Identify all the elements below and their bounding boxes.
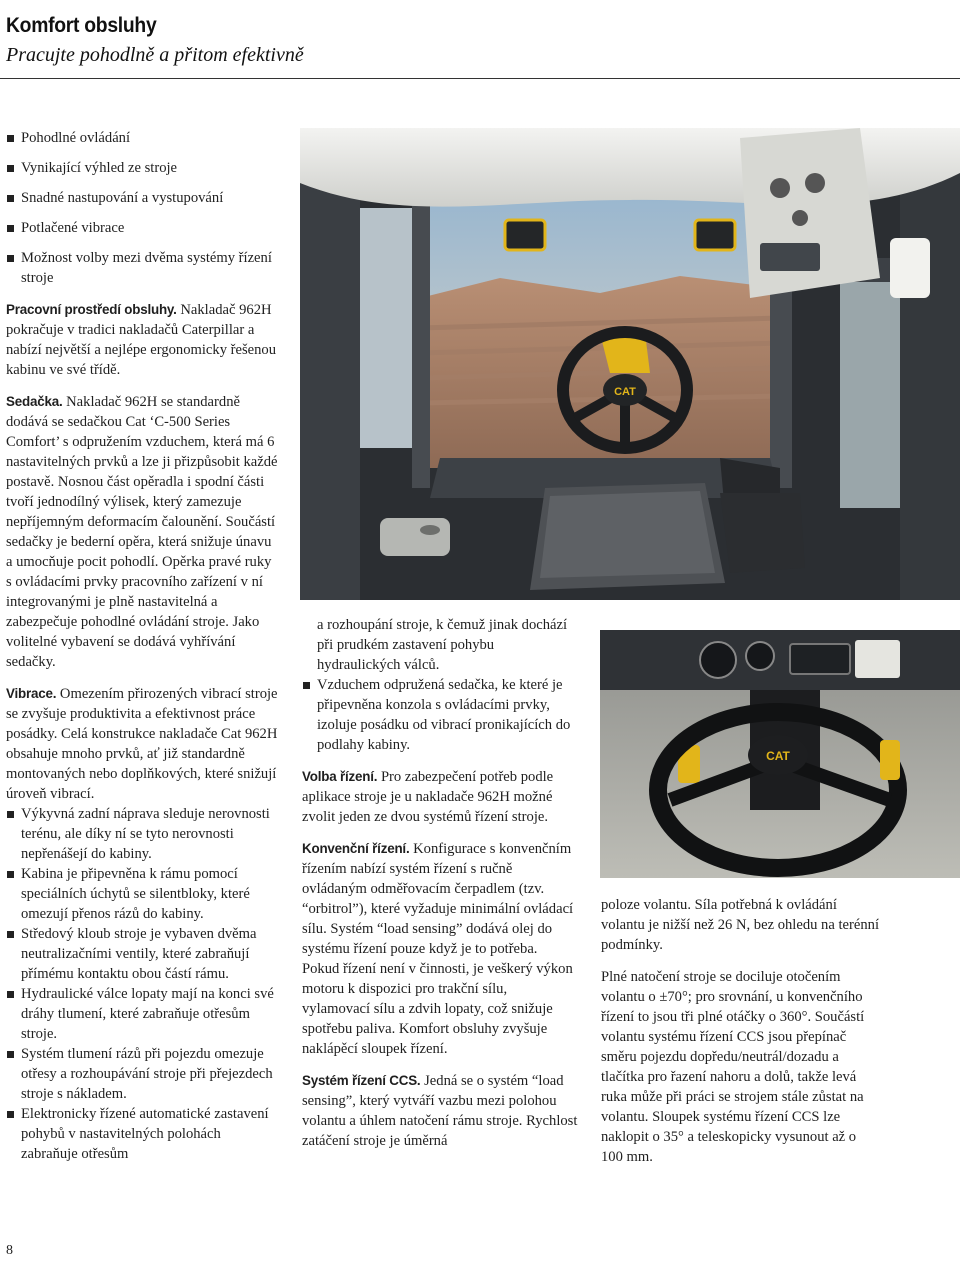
paragraph-vibration-continued: a rozhoupání stroje, k čemuž jinak dochází při prudkém zastavení pohybu hydraulických válců. xyxy=(317,617,568,673)
page-subtitle: Pracujte pohodlně a přitom efektivně xyxy=(6,44,304,66)
list-item: Hydraulické válce lopaty mají na konci své dráhy tlumení, které zabraňuje otřesům stroje. xyxy=(6,984,278,1044)
lead-heading: Pracovní prostředí obsluhy. xyxy=(6,302,177,317)
page-title: Komfort obsluhy xyxy=(6,14,157,37)
intro-bullet-list xyxy=(6,128,278,288)
list-item: Elektronicky řízené automatické zastavení pohybů v nastavitelných polohách zabraňuje otřesům xyxy=(6,1104,278,1164)
paragraph-ccs-continued: poloze volantu. Síla potřebná k ovládání volantu je nižší než 26 N, bez ohledu na terénní podmínky. xyxy=(601,897,880,953)
header-rule xyxy=(0,78,960,79)
paragraph-seat xyxy=(6,392,278,672)
cab-interior-photo xyxy=(300,128,960,600)
lead-heading: Systém řízení CCS. xyxy=(302,1073,421,1088)
list-item: Výkyvná zadní náprava sleduje nerovnosti terénu, ale díky ní se tyto nerovnosti nepřenášejí do kabiny. xyxy=(6,804,278,864)
ccs-steering-wheel-photo xyxy=(600,630,960,878)
paragraph-text: Pro zabezpečení potřeb podle aplikace stroje je u nakladače 962H možné zvolit jeden ze dvou systémů řízení stroje. xyxy=(302,769,554,825)
paragraph-ccs-rotation: Plné natočení stroje se dociluje otočením volantu o ±70°; pro srovnání, u konvenčního řízení to jsou tři plné otáčky o 360°. Součástí volantu systému řízení CCS jsou přepínač směru pojezdu dopředu/neutrál/dozadu a tlačítka pro řazení nahoru a dolů, takže levá ruka může při práci se strojem stále zůstat na volantu. Sloupek systému řízení CCS lze naklopit o 35° a teleskopicky vysunout až o 100 mm. xyxy=(601,969,865,1165)
lead-heading: Volba řízení. xyxy=(302,769,378,784)
paragraph-text: Nakladač 962H pokračuje v tradici nakladačů Caterpillar a nabízí největší a nejlépe ergonomicky řešenou kabinu ve své třídě. xyxy=(6,302,277,378)
paragraph-vibration xyxy=(6,684,278,804)
list-item: Pohodlné ovládání xyxy=(6,128,278,148)
paragraph-text: Omezením přirozených vibrací stroje se zvyšuje produktivita a efektivnost práce posádky. Celá konstrukce nakladače Cat 962H obsahuje mnoho prvků, ať již standardně montovaných nebo doplňkových, které snižují úroveň vibrací. xyxy=(6,686,278,802)
center-column xyxy=(302,615,578,1163)
list-item: Vzduchem odpružená sedačka, ke které je připevněna konzola s ovládacími prvky, izoluje posádku od vibrací pronikajících do podlahy kabiny. xyxy=(302,675,578,755)
lead-heading: Konvenční řízení. xyxy=(302,841,410,856)
paragraph-ccs xyxy=(302,1071,578,1151)
seat-bullet-list xyxy=(302,675,578,755)
wheel-cat-logo: CAT xyxy=(766,749,790,763)
paragraph-conventional xyxy=(302,839,578,1059)
lead-heading: Vibrace. xyxy=(6,686,57,701)
paragraph-text: Konfigurace s konvenčním řízením nabízí systém řízení s ručně ovládaným odměřovacím čerpadlem (tzv. “orbitrol”), které vyžaduje minimální ovládací sílu. Systém “load sensing” dodává olej do systému řízení pouze když je to potřeba. Pokud řízení není v činnosti, je veškerý výkon motoru k dispozici pro trakční sílu, vylamovací sílu a zdvih lopaty, což snižuje spotřebu paliva. Komfort obsluhy zvyšuje naklápěcí sloupek řízení. xyxy=(302,841,574,1057)
paragraph-steering-choice xyxy=(302,767,578,827)
list-item: Potlačené vibrace xyxy=(6,218,278,238)
list-item: Vynikající výhled ze stroje xyxy=(6,158,278,178)
paragraph-text: Jedná se o systém “load sensing”, který vytváří vazbu mezi polohou volantu a úhlem natočení rámu stroje. Rychlost zatáčení stroje je úměrná xyxy=(302,1073,578,1149)
lead-heading: Sedačka. xyxy=(6,394,63,409)
list-item: Systém tlumení rázů při pojezdu omezuje otřesy a rozhoupávání stroje při přejezdech stroje s nákladem. xyxy=(6,1044,278,1104)
list-item: Snadné nastupování a vystupování xyxy=(6,188,278,208)
list-item: Středový kloub stroje je vybaven dvěma neutralizačními ventily, které zabraňují přímému kontaktu obou částí rámu. xyxy=(6,924,278,984)
page-number: 8 xyxy=(6,1243,13,1258)
paragraph-environment xyxy=(6,300,278,380)
vibration-bullet-list xyxy=(6,804,278,1164)
right-column xyxy=(601,895,881,1179)
left-column xyxy=(6,128,278,1176)
list-item: Kabina je připevněna k rámu pomocí speciálních úchytů se silentbloky, které omezují přenos rázů do kabiny. xyxy=(6,864,278,924)
cab-cat-logo: CAT xyxy=(614,386,636,398)
list-item: Možnost volby mezi dvěma systémy řízení stroje xyxy=(6,248,278,288)
paragraph-text: Nakladač 962H se standardně dodává se sedačkou Cat ‘C-500 Series Comfort’ s odpružením vzduchem, která má 6 nastavitelných prvků a lze ji přizpůsobit každé postavě. Nosnou část opěradla i spodní části tvoří jednodílný výlisek, který zamezuje nepříjemným deformacím čalounění. Součástí sedačky je bederní opěra, která snižuje únavu a umocňuje pocit pohodlí. Opěrka pravé ruky s ovládacími prvky pracovního zařízení v ní integrovanými je plně nastavitelná a zabezpečuje pohodlné ovládání stroje. Jako volitelné vybavení se dodává vyhřívání sedačky. xyxy=(6,394,278,670)
